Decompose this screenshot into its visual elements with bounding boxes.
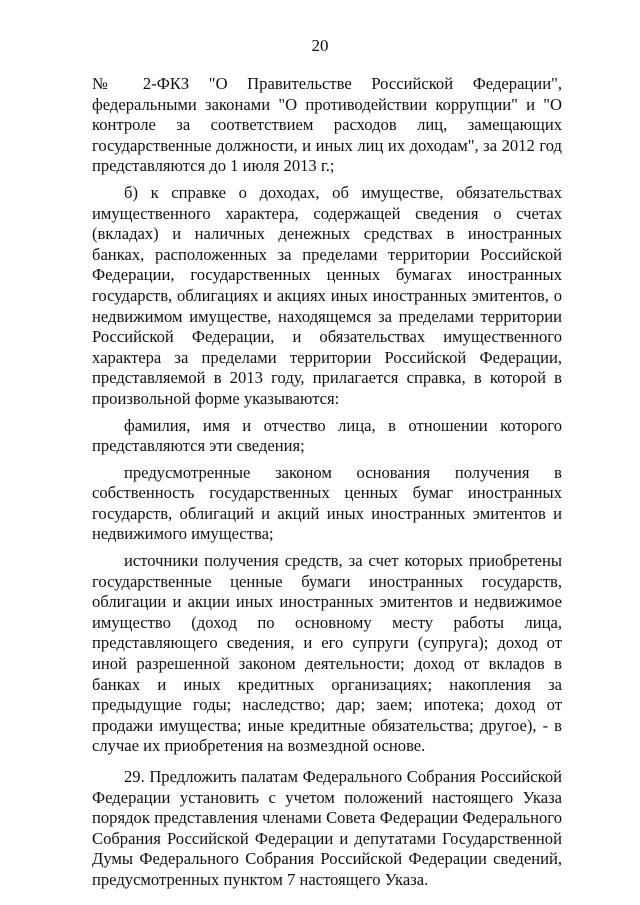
page-number: 20 (311, 36, 329, 55)
paragraph-continuation: № 2-ФКЗ "О Правительстве Российской Федерации", федеральными законами "О противодействии коррупции" и "О контроле за соответствием расходов лиц, замещающих государственные должности, и иных лиц их доходам", за 2012 год представляются до 1 июля 2013 г.; (92, 74, 562, 176)
paragraph-item-b: б) к справке о доходах, об имуществе, обязательствах имущественного характера, содержащей сведения о счетах (вкладах) и наличных денежных средствах в иностранных банках, расположенных за пределами территории Российской Федерации, государственных ценных бумагах иностранных государств, облигациях и акциях иных иностранных эмитентов, о недвижимом имуществе, находящемся за пределами территории Российской Федерации, и обязательствах имущественного характера за пределами территории Российской Федерации, представляемой в 2013 году, прилагается справка, в которой в произвольной форме указываются: (92, 182, 562, 408)
document-body (92, 74, 562, 891)
paragraph-legal-grounds: предусмотренные законом основания получения в собственность государственных ценных бумаг иностранных государств, облигаций и акций иных иностранных эмитентов и недвижимого имущества; (92, 462, 562, 544)
paragraph-sources-of-funds: источники получения средств, за счет которых приобретены государственные ценные бумаги иностранных государств, облигации и акции иных иностранных эмитентов и недвижимое имущество (доход по основному месту работы лица, представляющего сведения, и его супруги (супруга); доход от иной разрешенной законом деятельности; доход от вкладов в банках и иных кредитных организациях; накопления за предыдущие годы; наследство; дар; заем; ипотека; доход от продажи имущества; иные кредитные обязательства; другое), - в случае их приобретения на возмездной основе. (92, 551, 562, 756)
paragraph-full-name: фамилия, имя и отчество лица, в отношении которого представляются эти сведения; (92, 415, 562, 456)
paragraph-item-29: 29. Предложить палатам Федерального Собрания Российской Федерации установить с учетом положений настоящего Указа порядок представления членами Совета Федерации Федерального Собрания Российской Федерации и депутатами Государственной Думы Федерального Собрания Российской Федерации сведений, предусмотренных пунктом 7 настоящего Указа. (92, 767, 562, 889)
